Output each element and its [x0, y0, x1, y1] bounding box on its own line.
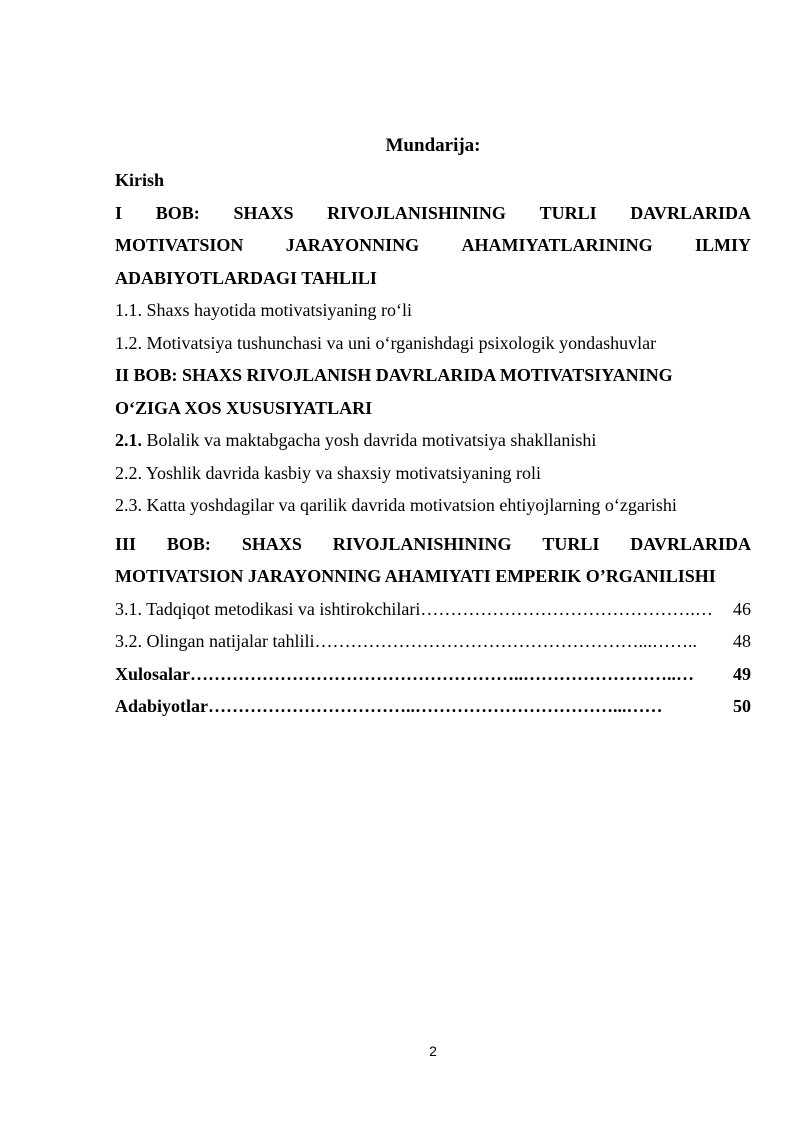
page-ref: 46 — [733, 598, 751, 619]
page-ref: 48 — [733, 631, 751, 651]
leader-dots: ………………………………………………...…….. — [314, 631, 697, 651]
toc-chapter-1-line-3: ADABIYOTLARDAGI TAHLILI — [115, 267, 377, 288]
word: TURLI — [539, 202, 597, 223]
toc-chapter-3-line-1 — [115, 528, 751, 561]
word: RIVOJLANISHINING — [332, 533, 512, 554]
word: AHAMIYATLARINING — [461, 235, 653, 255]
entry-text: 3.1. Tadqiqot metodikasi va ishtirokchilari — [115, 598, 421, 619]
word: III — [115, 533, 137, 554]
toc-title: Mundarija: — [385, 135, 481, 156]
word: RIVOJLANISHINING — [327, 202, 506, 223]
word: TURLI — [542, 533, 600, 554]
toc-section-3-1 — [115, 593, 751, 626]
entry-text: 3.2. Olingan natijalar tahlili — [115, 631, 315, 651]
word: JARAYONNING — [285, 235, 420, 255]
word: ILMIY — [694, 235, 751, 255]
toc-chapter-1-line-1 — [115, 197, 751, 230]
leader-dots: ………………………………………………..……………………..… — [190, 663, 695, 684]
toc-section-1-1: 1.1. Shaxs hayotida motivatsiyaning ro‘li — [115, 300, 412, 320]
section-text: Bolalik va maktabgacha yosh davrida motivatsiya shakllanishi — [142, 430, 597, 450]
toc-chapter-2-line-1: II BOB: SHAXS RIVOJLANISH DAVRLARIDA MOTIVATSIYANING — [115, 365, 673, 385]
word: SHAXS — [241, 533, 302, 554]
page-ref: 49 — [733, 663, 751, 684]
toc-section-1-2: 1.2. Motivatsiya tushunchasi va uni o‘rganishdagi psixologik yondashuvlar — [115, 332, 657, 353]
page-ref: 50 — [733, 696, 751, 716]
toc-section-2-1 — [115, 424, 751, 457]
word: SHAXS — [233, 202, 294, 223]
leader-dots: ……………………………..……………………………...…… — [208, 696, 663, 716]
page-number: 2 — [429, 1043, 437, 1059]
toc-chapter-3-line-2: MOTIVATSION JARAYONNING AHAMIYATI EMPERIK O’RGANILISHI — [115, 566, 716, 586]
word: DAVRLARIDA — [630, 202, 751, 223]
toc-xulosalar — [115, 658, 751, 691]
word: MOTIVATSION — [115, 235, 244, 255]
toc-section-3-2 — [115, 625, 751, 658]
toc-section-2-2: 2.2. Yoshlik davrida kasbiy va shaxsiy motivatsiyaning roli — [115, 462, 541, 483]
toc-kirish: Kirish — [115, 170, 165, 190]
word: DAVRLARIDA — [630, 533, 751, 554]
toc-chapter-2-line-2: O‘ZIGA XOS XUSUSIYATLARI — [115, 397, 373, 418]
entry-text: Xulosalar — [115, 663, 191, 684]
word: I — [115, 202, 123, 223]
table-of-contents — [115, 164, 751, 723]
entry-text: Adabiyotlar — [115, 696, 209, 716]
word: BOB: — [166, 533, 211, 554]
toc-chapter-1-line-2 — [115, 229, 751, 262]
toc-adabiyotlar — [115, 690, 751, 723]
section-number: 2.1. — [115, 430, 142, 450]
word: BOB: — [155, 202, 200, 223]
toc-section-2-3: 2.3. Katta yoshdagilar va qarilik davrida motivatsion ehtiyojlarning o‘zgarishi — [115, 495, 677, 515]
leader-dots: ……………………………………….… — [420, 598, 713, 619]
